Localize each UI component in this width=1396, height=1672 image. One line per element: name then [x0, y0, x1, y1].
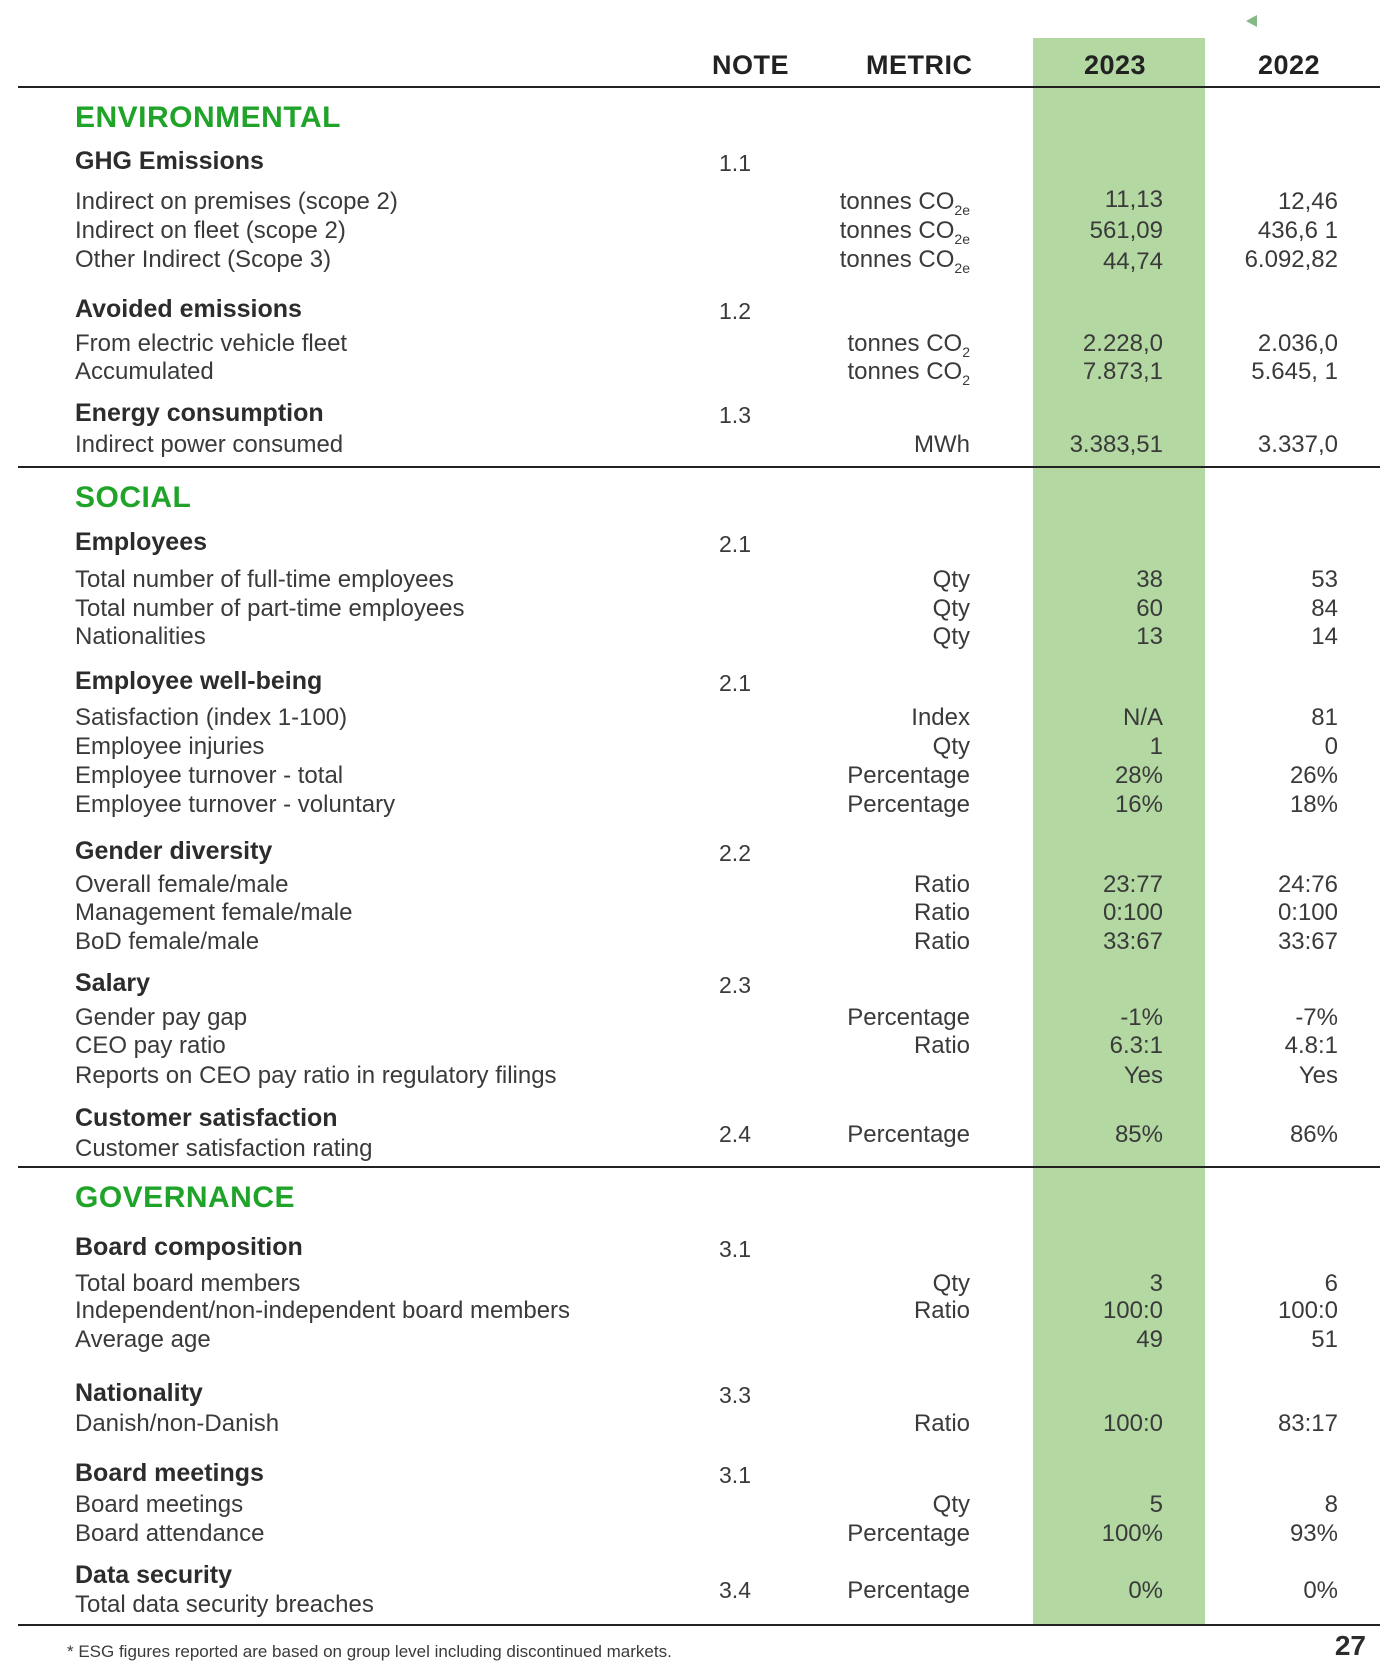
- value-2023: 11,13: [1104, 186, 1163, 213]
- row-label: Total number of full-time employees: [75, 566, 454, 593]
- value-2022: 51: [1311, 1326, 1338, 1353]
- value-2023: -1%: [1120, 1004, 1163, 1031]
- value-2023: 60: [1136, 595, 1163, 622]
- note-wellbeing: 2.1: [719, 670, 751, 696]
- row-metric: tonnes $CO_{2e}$: [839, 188, 970, 218]
- row-label: Total board members: [75, 1270, 301, 1297]
- note-gender: 2.2: [719, 840, 751, 866]
- row-metric: Qty: [932, 733, 970, 760]
- note-customer: 2.4: [719, 1121, 751, 1147]
- row-label: Board attendance: [75, 1520, 265, 1547]
- value-2023: 33:67: [1102, 928, 1163, 955]
- value-2022: 18%: [1289, 791, 1338, 818]
- row-label: Average age: [75, 1326, 211, 1353]
- bottom-rule: [18, 1624, 1380, 1626]
- value-2023: 85%: [1114, 1121, 1163, 1148]
- row-metric: Percentage: [847, 1577, 970, 1604]
- value-2022: 84: [1311, 595, 1338, 622]
- row-label: Indirect power consumed: [75, 431, 344, 458]
- value-2023: 1: [1149, 733, 1163, 760]
- row-metric: Ratio: [913, 871, 970, 898]
- row-label: Customer satisfaction rating: [75, 1135, 373, 1162]
- row-metric: tonnes $CO_{2e}$: [839, 246, 970, 276]
- group-title-customer: Customer satisfaction: [75, 1104, 338, 1132]
- value-2022: 81: [1311, 704, 1338, 731]
- row-label: Indirect on premises (scope 2): [75, 188, 398, 215]
- value-2022: 14: [1311, 623, 1338, 650]
- note-board: 3.1: [719, 1236, 751, 1262]
- section-title-environmental: ENVIRONMENTAL: [75, 101, 341, 134]
- value-2023: 100:0: [1102, 1410, 1163, 1437]
- value-2023: 561,09: [1089, 217, 1163, 244]
- row-label: Management female/male: [75, 899, 353, 926]
- row-metric: Percentage: [847, 791, 970, 818]
- value-2022: 3.337,0: [1257, 431, 1338, 458]
- row-metric: Ratio: [913, 1410, 970, 1437]
- value-2023: 2.228,0: [1082, 330, 1163, 357]
- row-label: CEO pay ratio: [75, 1032, 226, 1059]
- value-2023: 0:100: [1102, 899, 1163, 926]
- row-metric: Qty: [932, 1491, 970, 1518]
- row-label: Other Indirect (Scope 3): [75, 246, 332, 273]
- value-2023: 16%: [1114, 791, 1163, 818]
- row-label: Gender pay gap: [75, 1004, 248, 1031]
- value-2022: 0:100: [1277, 899, 1338, 926]
- value-2023: 28%: [1114, 762, 1163, 789]
- group-title-gender: Gender diversity: [75, 837, 273, 865]
- section-title-social: SOCIAL: [75, 481, 192, 514]
- value-2023: 3.383,51: [1069, 431, 1163, 458]
- value-2022: 6: [1324, 1270, 1338, 1297]
- value-2023: 0%: [1128, 1577, 1163, 1604]
- value-2022: Yes: [1298, 1062, 1338, 1089]
- row-metric: Index: [911, 704, 970, 731]
- row-label: Board meetings: [75, 1491, 244, 1518]
- value-2022: 93%: [1289, 1520, 1338, 1547]
- note-security: 3.4: [719, 1577, 751, 1603]
- row-metric: Qty: [932, 1270, 970, 1297]
- group-title-board: Board composition: [75, 1233, 303, 1261]
- note-nationality: 3.3: [719, 1382, 751, 1408]
- row-label: Total data security breaches: [75, 1591, 374, 1618]
- row-label: Employee turnover - total: [75, 762, 344, 789]
- group-title-nationality: Nationality: [75, 1379, 203, 1407]
- row-label: Danish/non-Danish: [75, 1410, 280, 1437]
- value-2022: 12,46: [1277, 188, 1338, 215]
- group-title-salary: Salary: [75, 969, 151, 997]
- value-2023: 5: [1149, 1491, 1163, 1518]
- value-2023: 49: [1136, 1326, 1163, 1353]
- note-ghg: 1.1: [719, 150, 751, 176]
- row-metric: Ratio: [913, 1297, 970, 1324]
- row-metric: Qty: [932, 595, 970, 622]
- row-metric: tonnes $CO_{2e}$: [839, 217, 970, 247]
- footnote: * ESG figures reported are based on group level including discontinued markets.: [67, 1642, 672, 1661]
- page-marker-icon: [1246, 15, 1257, 27]
- header-rule: [18, 86, 1380, 88]
- value-2023: 13: [1136, 623, 1163, 650]
- group-title-wellbeing: Employee well-being: [75, 667, 323, 695]
- row-label: Overall female/male: [75, 871, 289, 898]
- row-metric: Percentage: [847, 762, 970, 789]
- row-metric: MWh: [914, 431, 970, 458]
- value-2022: 100:0: [1277, 1297, 1338, 1324]
- value-2022: 0: [1324, 733, 1338, 760]
- row-label: Indirect on fleet (scope 2): [75, 217, 346, 244]
- row-label: Reports on CEO pay ratio in regulatory filings: [75, 1062, 557, 1089]
- row-metric: Ratio: [913, 1032, 970, 1059]
- header-year-2023: 2023: [1084, 50, 1147, 80]
- section-title-governance: GOVERNANCE: [75, 1181, 296, 1214]
- value-2022: 33:67: [1277, 928, 1338, 955]
- row-label: Accumulated: [75, 358, 214, 385]
- header-metric: METRIC: [866, 50, 973, 80]
- section-divider: [18, 466, 1380, 468]
- row-metric: tonnes $CO_2$: [847, 330, 970, 360]
- value-2022: 8: [1324, 1491, 1338, 1518]
- header-note: NOTE: [712, 50, 790, 80]
- row-label: Total number of part-time employees: [75, 595, 465, 622]
- row-label: Satisfaction (index 1-100): [75, 704, 348, 731]
- value-2023: 100:0: [1102, 1297, 1163, 1324]
- group-title-avoided: Avoided emissions: [75, 295, 302, 323]
- value-2022: 6.092,82: [1244, 246, 1338, 273]
- value-2022: 2.036,0: [1257, 330, 1338, 357]
- note-meetings: 3.1: [719, 1462, 751, 1488]
- row-label: Nationalities: [75, 623, 206, 650]
- value-2022: 5.645, 1: [1251, 358, 1338, 385]
- value-2022: 24:76: [1277, 871, 1338, 898]
- value-2023: 7.873,1: [1082, 358, 1163, 385]
- row-metric: Qty: [932, 623, 970, 650]
- value-2023: 100%: [1101, 1520, 1163, 1547]
- row-metric: Percentage: [847, 1520, 970, 1547]
- row-metric: Qty: [932, 566, 970, 593]
- row-label: From electric vehicle fleet: [75, 330, 348, 357]
- row-metric: Ratio: [913, 928, 970, 955]
- page-number: 27: [1334, 1630, 1366, 1661]
- value-2023: 6.3:1: [1109, 1032, 1163, 1059]
- value-2022: 86%: [1289, 1121, 1338, 1148]
- value-2023: Yes: [1123, 1062, 1163, 1089]
- header-year-2022: 2022: [1258, 50, 1321, 80]
- value-2022: 53: [1311, 566, 1338, 593]
- row-label: Employee turnover - voluntary: [75, 791, 396, 818]
- group-title-meetings: Board meetings: [75, 1459, 264, 1487]
- row-metric: Ratio: [913, 899, 970, 926]
- row-metric: Percentage: [847, 1121, 970, 1148]
- group-title-ghg: GHG Emissions: [75, 147, 264, 175]
- value-2023: 3: [1149, 1270, 1163, 1297]
- value-2022: 4.8:1: [1284, 1032, 1338, 1059]
- row-label: Independent/non-independent board members: [75, 1297, 571, 1324]
- value-2022: 436,6 1: [1257, 217, 1338, 244]
- row-label: BoD female/male: [75, 928, 260, 955]
- value-2022: 0%: [1303, 1577, 1338, 1604]
- group-title-employees: Employees: [75, 528, 208, 556]
- note-salary: 2.3: [719, 972, 751, 998]
- group-title-energy: Energy consumption: [75, 399, 324, 427]
- value-2022: -7%: [1295, 1004, 1338, 1031]
- section-divider: [18, 1166, 1380, 1168]
- value-2022: 83:17: [1277, 1410, 1338, 1437]
- group-title-security: Data security: [75, 1561, 233, 1589]
- row-metric: Percentage: [847, 1004, 970, 1031]
- row-label: Employee injuries: [75, 733, 265, 760]
- note-employees: 2.1: [719, 531, 751, 557]
- note-avoided: 1.2: [719, 298, 751, 324]
- value-2022: 26%: [1289, 762, 1338, 789]
- value-2023: 38: [1136, 566, 1163, 593]
- value-2023: N/A: [1122, 704, 1163, 731]
- value-2023: 23:77: [1102, 871, 1163, 898]
- note-energy: 1.3: [719, 402, 751, 428]
- value-2023: 44,74: [1102, 248, 1163, 275]
- row-metric: tonnes $CO_2$: [847, 358, 970, 388]
